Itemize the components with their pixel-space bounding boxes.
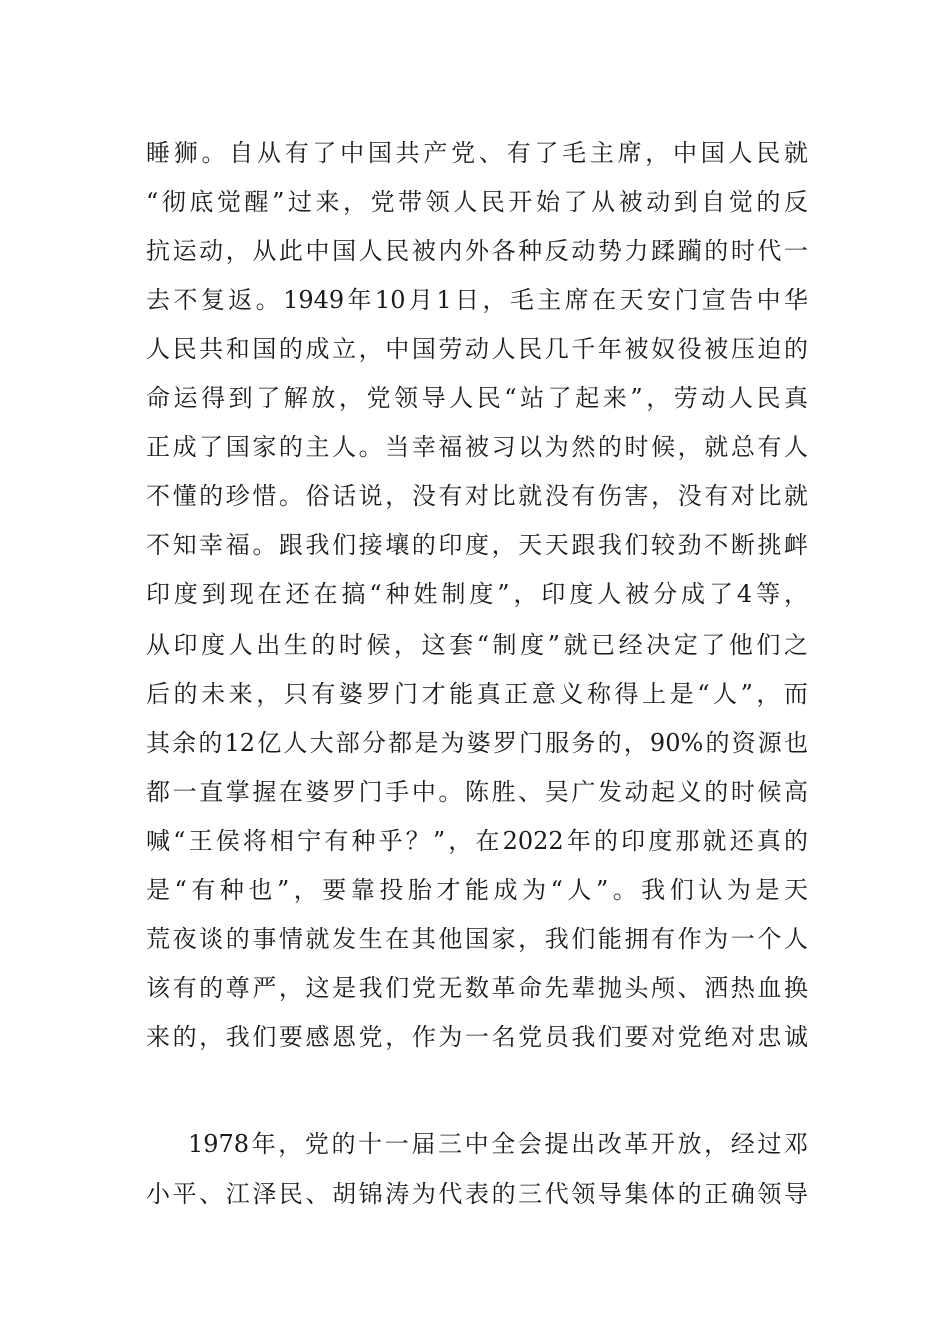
text-line: 抗运动，从此中国人民被内外各种反动势力蹂躏的时代一 bbox=[146, 237, 808, 265]
text-line: 睡狮。自从有了中国共产党、有了毛主席，中国人民就 bbox=[146, 139, 808, 167]
text-line: 命运得到了解放，党领导人民“站了起来”，劳动人民真 bbox=[146, 384, 808, 412]
text-line: 荒夜谈的事情就发生在其他国家，我们能拥有作为一个人 bbox=[146, 925, 808, 953]
text-line: 正成了国家的主人。当幸福被习以为然的时候，就总有人 bbox=[146, 433, 808, 461]
text-line: 该有的尊严，这是我们党无数革命先辈抛头颅、洒热血换 bbox=[146, 974, 808, 1002]
text-line: 不懂的珍惜。俗话说，没有对比就没有伤害，没有对比就 bbox=[146, 482, 808, 510]
text-line: 1978年，党的十一届三中全会提出改革开放，经过邓 bbox=[188, 1130, 808, 1158]
text-line: 去不复返。1949年10月1日，毛主席在天安门宣告中华 bbox=[146, 286, 808, 314]
text-line: 印度到现在还在搞“种姓制度”，印度人被分成了4等， bbox=[146, 580, 808, 608]
text-line: 小平、江泽民、胡锦涛为代表的三代领导集体的正确领导 bbox=[146, 1180, 808, 1208]
text-line: 后的未来，只有婆罗门才能真正意义称得上是“人”，而 bbox=[146, 680, 808, 708]
text-line: 喊“王侯将相宁有种乎？”，在2022年的印度那就还真的 bbox=[146, 827, 808, 855]
text-line: 其余的12亿人大部分都是为婆罗门服务的，90%的资源也 bbox=[146, 729, 808, 757]
text-line: 来的，我们要感恩党，作为一名党员我们要对党绝对忠诚 bbox=[146, 1023, 808, 1051]
text-line: 人民共和国的成立，中国劳动人民几千年被奴役被压迫的 bbox=[146, 335, 808, 363]
text-line: “彻底觉醒”过来，党带领人民开始了从被动到自觉的反 bbox=[146, 188, 808, 216]
text-line: 都一直掌握在婆罗门手中。陈胜、吴广发动起义的时候高 bbox=[146, 778, 808, 806]
text-line: 从印度人出生的时候，这套“制度”就已经决定了他们之 bbox=[146, 631, 808, 659]
text-line: 是“有种也”，要靠投胎才能成为“人”。我们认为是天 bbox=[146, 876, 808, 904]
text-line: 不知幸福。跟我们接壤的印度，天天跟我们较劲不断挑衅 bbox=[146, 531, 808, 559]
